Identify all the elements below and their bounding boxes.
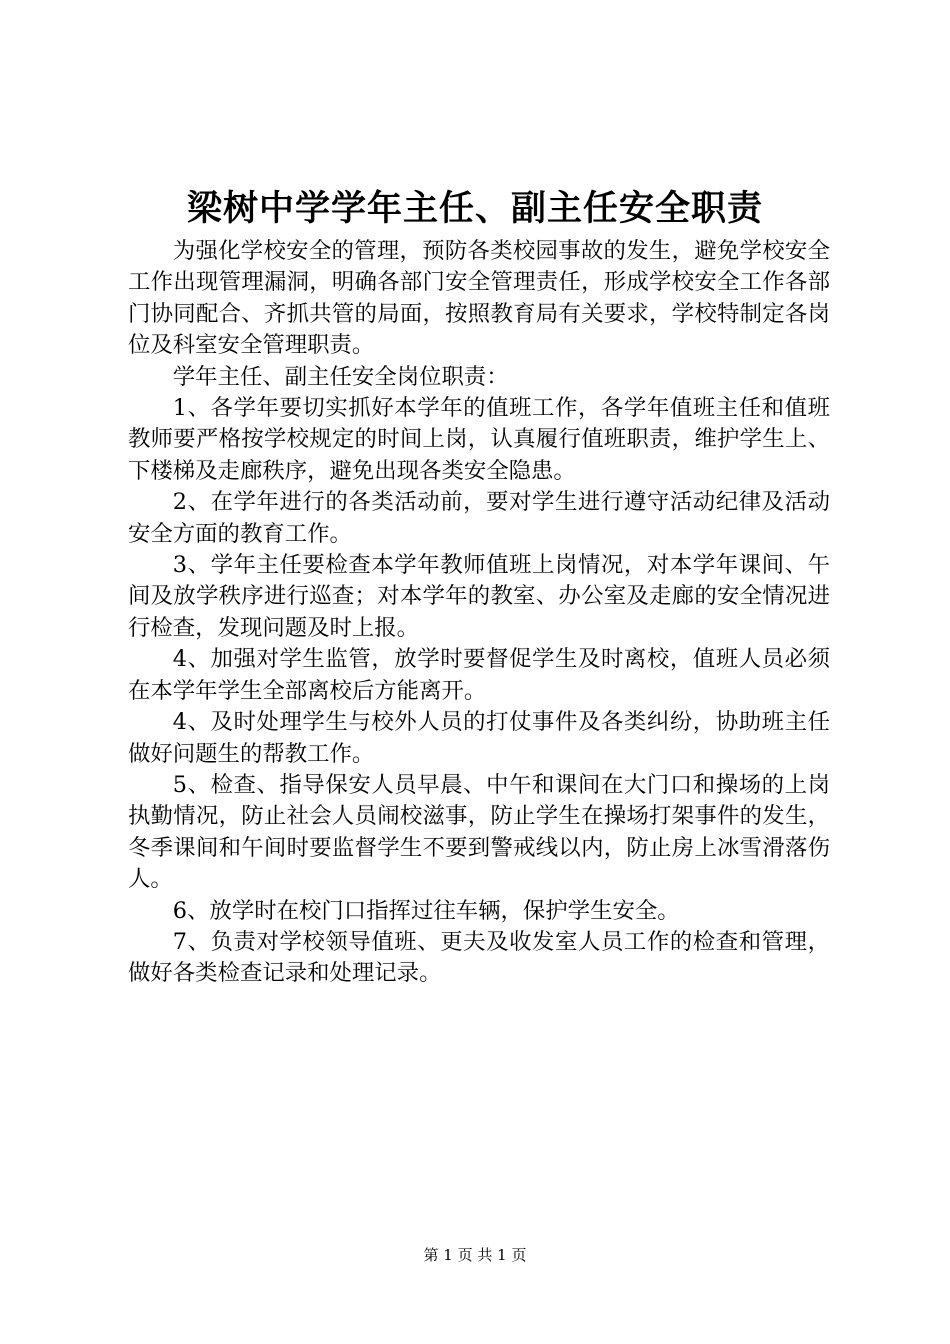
section-heading: 学年主任、副主任安全岗位职责： xyxy=(172,363,509,390)
document-body xyxy=(128,236,830,990)
duty-item-1: 1、各学年要切实抓好本学年的值班工作，各学年值班主任和值班教师要严格按学校规定的时间上岗，认真履行值班职责，维护学生上、下楼梯及走廊秩序，避免出现各类安全隐患。 xyxy=(128,395,830,484)
intro-paragraph: 为强化学校安全的管理，预防各类校园事故的发生，避免学校安全工作出现管理漏洞，明确各部门安全管理责任，形成学校安全工作各部门协同配合、齐抓共管的局面，按照教育局有关要求，学校特制定各岗位及科室安全管理职责。 xyxy=(128,238,830,359)
page-footer: 第 1 页 共 1 页 xyxy=(423,1246,527,1264)
document-title: 梁树中学学年主任、副主任安全职责 xyxy=(186,189,763,229)
duty-item-3: 3、学年主任要检查本学年教师值班上岗情况，对本学年课间、午间及放学秩序进行巡查；对本学年的教室、办公室及走廊的安全情况进行检查，发现问题及时上报。 xyxy=(128,552,830,641)
duty-item-5: 5、检查、指导保安人员早晨、中午和课间在大门口和操场的上岗执勤情况，防止社会人员闹校滋事，防止学生在操场打架事件的发生，冬季课间和午间时要监督学生不要到警戒线以内，防止房上冰雪滑落伤人。 xyxy=(128,771,830,893)
duty-item-6: 6、放学时在校门口指挥过往车辆，保护学生安全。 xyxy=(172,897,680,924)
duty-item-4b: 4、及时处理学生与校外人员的打仗事件及各类纠纷，协助班主任做好问题生的帮教工作。 xyxy=(128,709,830,767)
duty-item-7: 7、负责对学校领导值班、更夫及收发室人员工作的检查和管理，做好各类检查记录和处理记录。 xyxy=(128,928,830,987)
duty-item-2: 2、在学年进行的各类活动前，要对学生进行遵守活动纪律及活动安全方面的教育工作。 xyxy=(128,489,830,547)
duty-item-4a: 4、加强对学生监管，放学时要督促学生及时离校，值班人员必须在本学年学生全部离校后方能离开。 xyxy=(128,646,830,704)
